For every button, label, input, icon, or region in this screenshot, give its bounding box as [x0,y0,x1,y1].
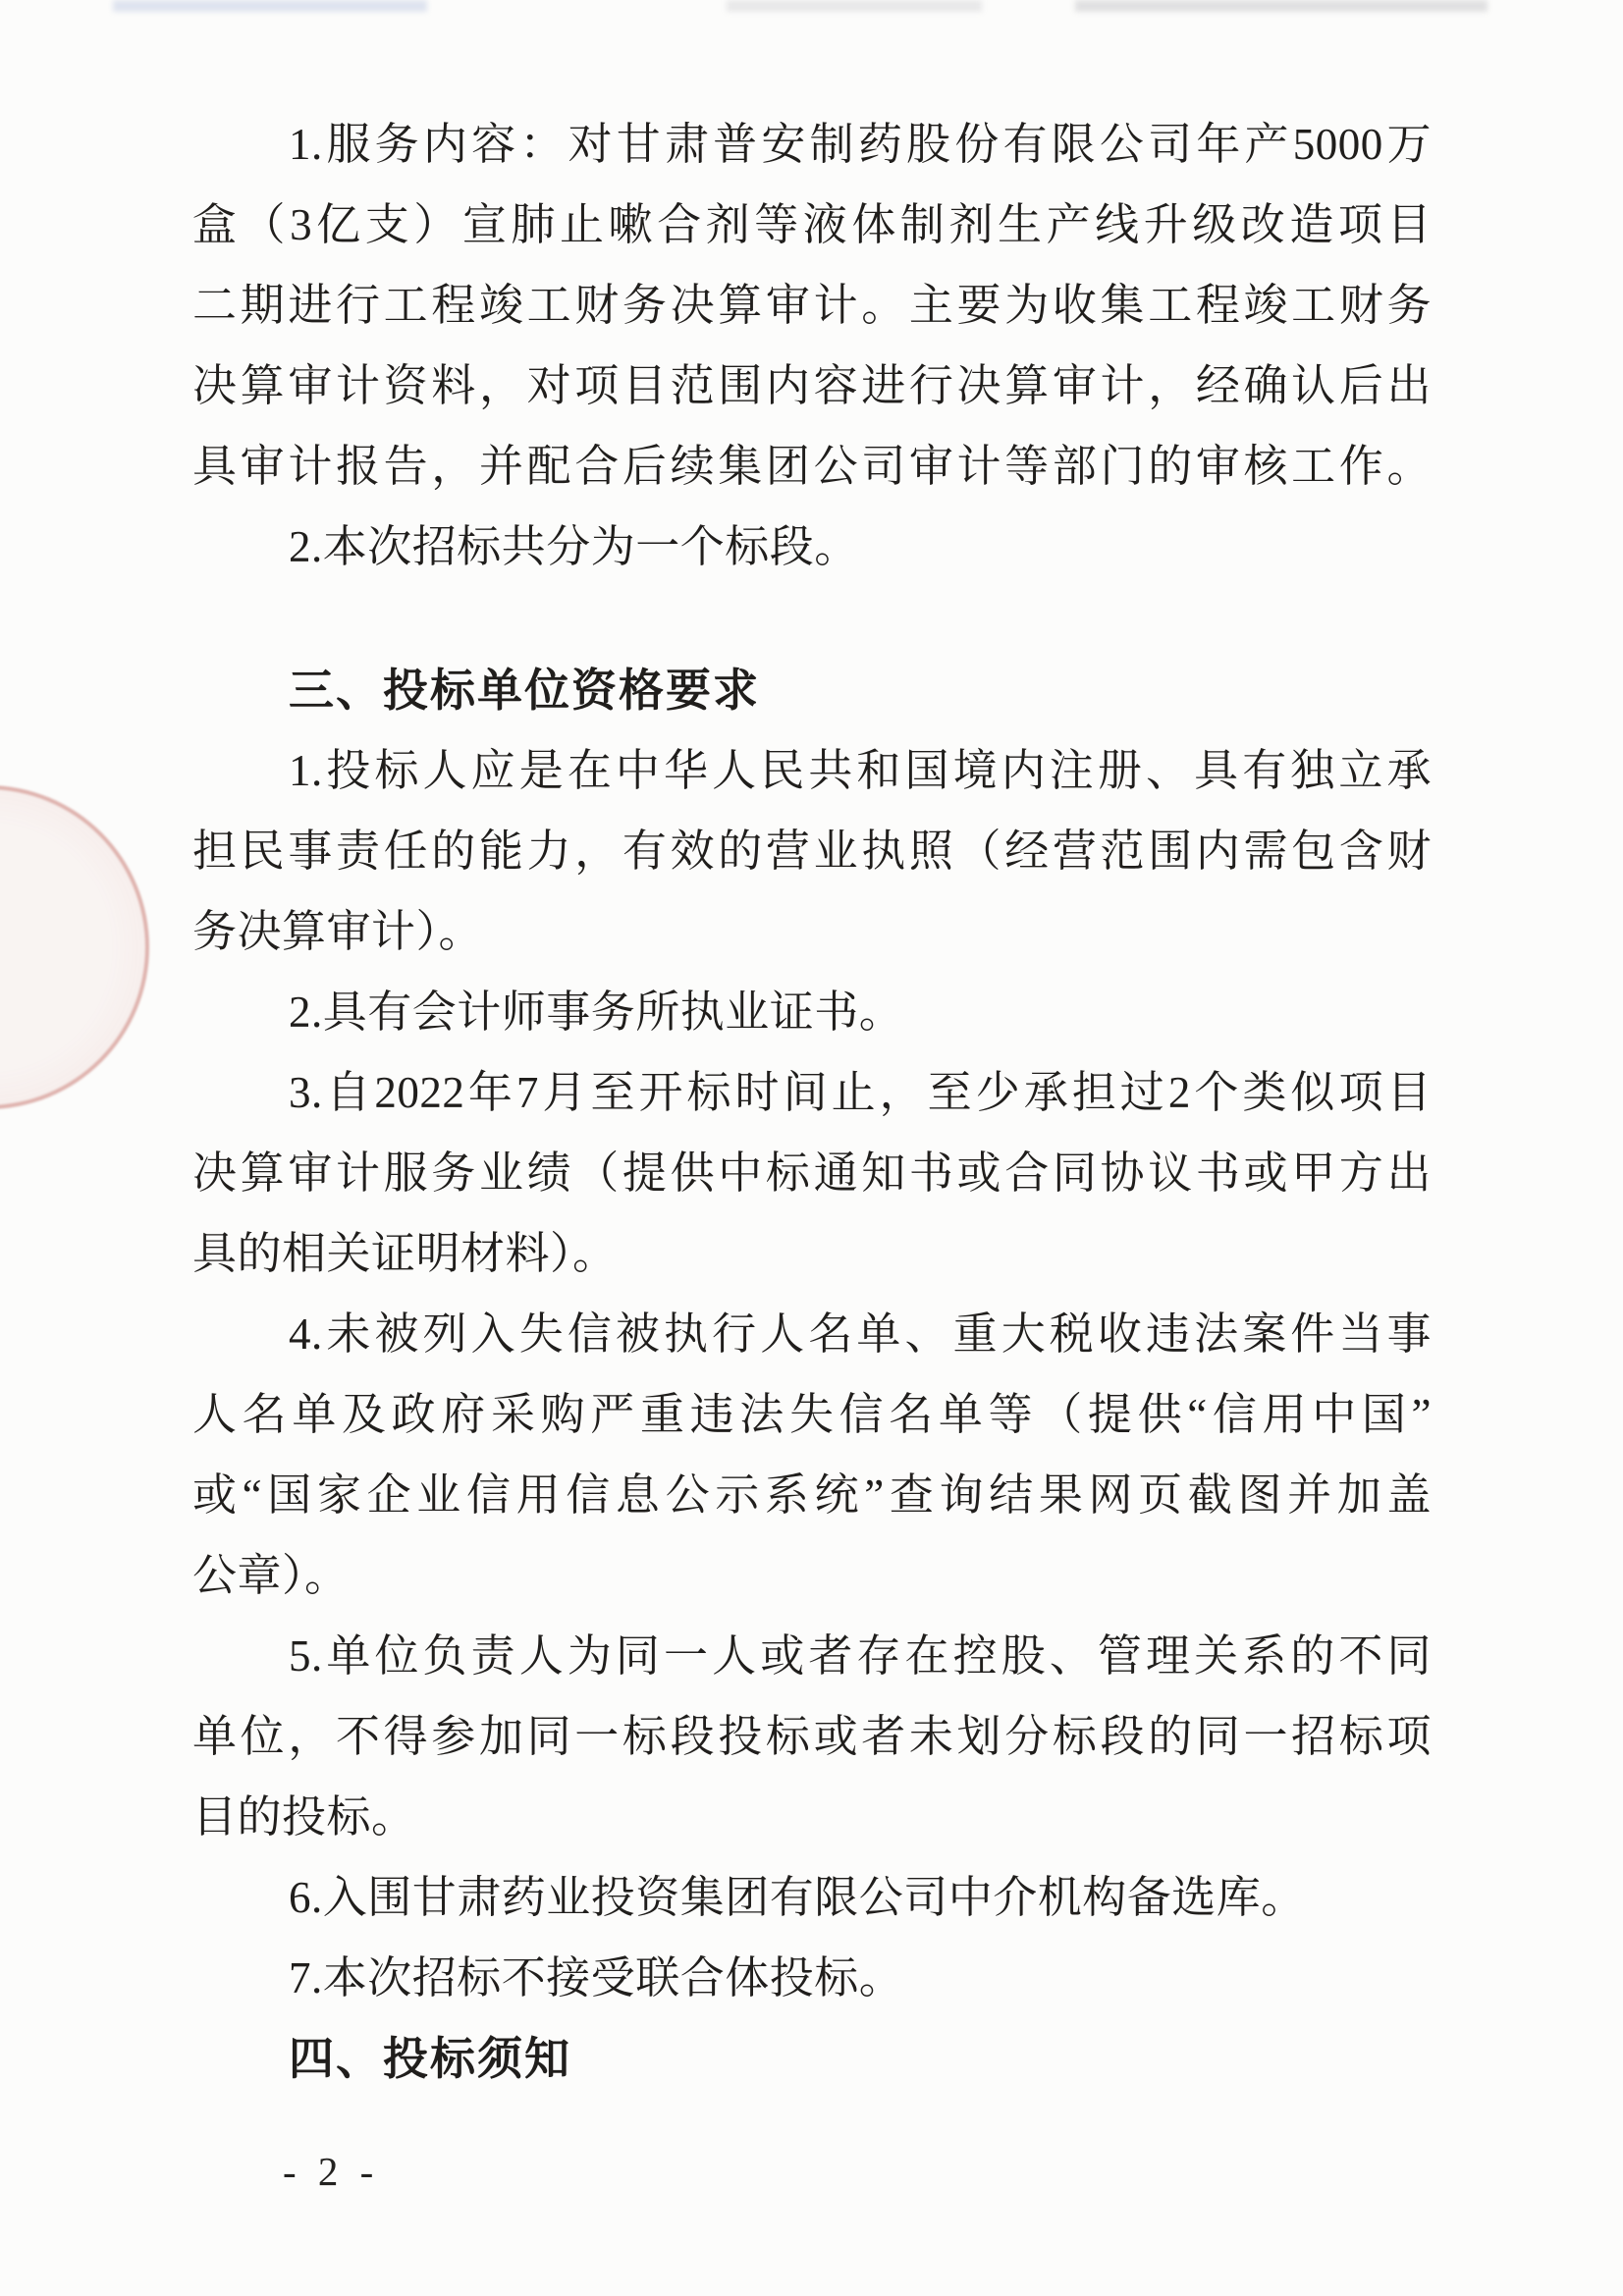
section-heading [192,2018,1432,2099]
paragraph [192,1857,1432,1938]
text-line: 1.服务内容：对甘肃普安制药股份有限公司年产5000万 [289,120,1432,169]
text-line: 1.投标人应是在中华人民共和国境内注册、具有独立承 [289,746,1432,795]
text-line: 2.具有会计师事务所执业证书。 [289,988,904,1037]
text-line: 具的相关证明材料）。 [192,1229,618,1278]
paragraph [192,730,1432,972]
text-line: 3.自2022年7月至开标时间止，至少承担过2个类似项目 [289,1068,1432,1117]
text-line: 目的投标。 [192,1792,416,1842]
text-line: 2.本次招标共分为一个标段。 [289,522,859,571]
text-line: 决算审计服务业绩（提供中标通知书或合同协议书或甲方出 [192,1148,1432,1198]
paragraph [192,1294,1432,1616]
text-line: 公章）。 [192,1551,350,1600]
paragraph [192,1616,1432,1857]
scan-edge-artifact [1075,0,1488,12]
paragraph [192,507,1432,587]
text-line: 5.单位负责人为同一人或者存在控股、管理关系的不同 [289,1631,1432,1681]
paragraph [192,1052,1432,1294]
text-line: 人名单及政府采购严重违法失信名单等（提供“信用中国” [192,1390,1432,1439]
red-seal-stamp [0,785,149,1109]
text-line: 或“国家企业信用信息公示系统”查询结果网页截图并加盖 [192,1470,1432,1520]
scan-edge-artifact [113,0,427,12]
text-line: 单位，不得参加同一标段投标或者未划分标段的同一招标项 [192,1712,1432,1761]
text-line: 7.本次招标不接受联合体投标。 [289,1953,904,2002]
section-heading [192,650,1432,730]
text-line: 二期进行工程竣工财务决算审计。主要为收集工程竣工财务 [192,281,1432,330]
text-line: 盒（3亿支）宣肺止嗽合剂等液体制剂生产线升级改造项目 [192,200,1432,249]
text-line: 务决算审计）。 [192,907,484,956]
text-line: 具审计报告，并配合后续集团公司审计等部门的审核工作。 [192,442,1432,491]
text-line: 6.入围甘肃药业投资集团有限公司中介机构备选库。 [289,1873,1306,1922]
text-line: 担民事责任的能力，有效的营业执照（经营范围内需包含财 [192,827,1432,876]
text-line: 决算审计资料，对项目范围内容进行决算审计，经确认后出 [192,361,1432,410]
scan-edge-artifact [727,0,982,12]
paragraph [192,1938,1432,2018]
heading-text: 四、投标须知 [289,2033,571,2084]
heading-text: 三、投标单位资格要求 [289,665,760,716]
text-line: 4.未被列入失信被执行人名单、重大税收违法案件当事 [289,1309,1432,1359]
paragraph [192,972,1432,1052]
page-number: - 2 - [283,2149,380,2194]
paragraph [192,104,1432,507]
document-body [192,104,1432,2099]
